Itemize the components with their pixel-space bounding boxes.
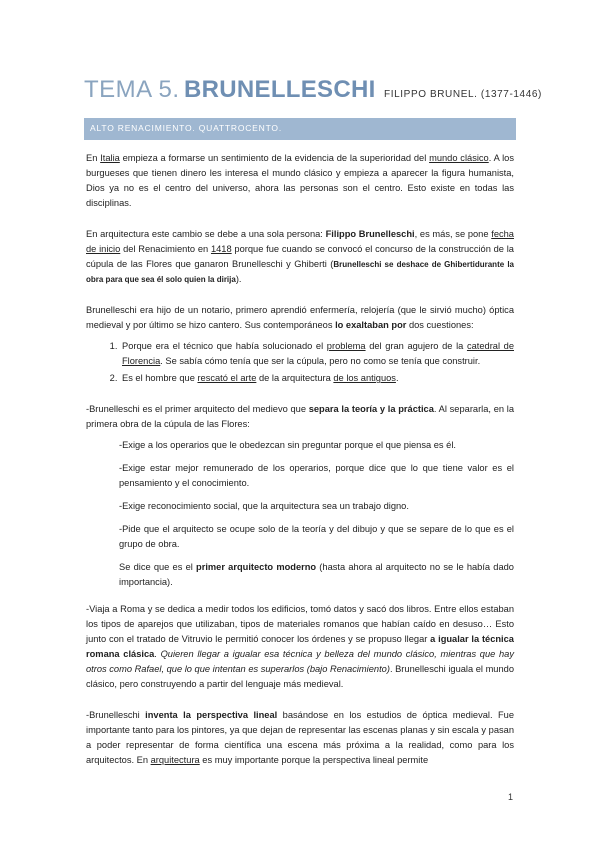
bold-text: primer arquitecto moderno [196,562,317,572]
bold-text: a igualar la técnica romana clásica [86,634,514,659]
text: Es el hombre que [122,373,198,383]
underlined-text: Italia [100,153,120,163]
text: . Se sabía cómo tenía que ser la cúpula, pero no como se tenía que construir. [160,356,481,366]
text: Brunelleschi era hijo de un notario, primero aprendió enfermería, relojería (que le sirvió mucho) óptica medieval y por último se hizo cantero. Sus contemporáneos [86,305,514,330]
list-item [120,371,514,386]
text: , es más, se pone [414,229,492,239]
text: En arquitectura este cambio se debe a una sola persona: [86,229,326,239]
bullet-item: -Exige a los operarios que le obedezcan sin preguntar porque el que piensa es él. [119,440,456,450]
underlined-text: problema [326,341,366,351]
text: . [395,373,399,383]
text: dos cuestiones: [406,320,474,330]
text: . [154,649,161,659]
text: -Brunelleschi [86,710,146,720]
text: . Al separarla, en la primera obra de la cúpula de las Flores: [86,404,515,429]
bullet-item: -Exige estar mejor remunerado de los operarios, porque dice que lo que tiene valor es el pensamiento y el conocimiento. [119,463,514,488]
text: ). [235,274,242,284]
section-banner [84,118,516,140]
text: Se dice que es el [119,562,197,572]
page-title [84,76,542,104]
bullet-item: -Pide que el arquitecto se ocupe solo de la teoría y del dibujo y que se separe de lo que es el grupo de obra. [119,524,514,549]
paragraph-theory-practice [86,402,514,432]
bullet-item: -Exige reconocimiento social, que la arquitectura sea un trabajo digno. [119,501,409,511]
page-number: 1 [508,792,514,802]
text: . A los burgueses que tienen dinero les interesa el mundo clásico y empieza a aparecer la figura humanista, Dios ya no es el centro del universo, ahora las personas son el centro. Esto existe en todas las disciplinas. [86,153,514,208]
underlined-text: de los antiguos [333,373,396,383]
paragraph-intro [86,151,514,211]
underlined-text: catedral de Florencia [122,341,514,366]
underlined-text: mundo clásico [429,153,489,163]
text: del gran agujero de la [365,341,467,351]
text: En [86,153,101,163]
text: -Brunelleschi es el primer arquitecto del medievo que [86,404,309,414]
text: es muy importante porque la perspectiva lineal permite [199,755,429,765]
underlined-text: arquitectura [150,755,200,765]
title-tema: TEMA 5. [84,76,180,103]
text: basándose en los estudios de óptica medieval. Fue importante tanto para los pintores, ya que dejan de representar las escenas planas y sin escala y pasan a poder representar de forma científica una escena más próxima a la realidad, como para los arquitectos. En [86,710,515,765]
text: de la arquitectura [256,373,334,383]
title-subtitle: FILIPPO BRUNEL. (1377-1446) [384,89,542,100]
bold-text: lo exaltaban por [335,320,407,330]
list-item [120,339,514,369]
paragraph-modern-architect [119,560,514,590]
paragraph-biography [86,303,514,333]
bold-small-text: Brunelleschi se deshace de Ghibertidurante la obra para que sea él solo quien la dirija [86,260,514,284]
text: . Brunelleschi iguala el mundo clásico, pero construyendo a partir del lenguaje más medieval. [86,664,514,689]
underlined-text: rescató el arte [197,373,257,383]
bold-text: Filippo Brunelleschi [325,229,415,239]
document-body [86,151,514,784]
italic-text: Quieren llegar a igualar esa técnica y belleza del mundo clásico, mientras que hay otros como Rafael, que lo que intentan es superarlos (bajo Renacimiento) [86,649,514,674]
text: empieza a formarse un sentimiento de la evidencia de la superioridad del [119,153,430,163]
paragraph-rome [86,602,514,692]
text: -Viaja a Roma y se dedica a medir todos los edificios, tomó datos y sacó dos libros. Entre ellos estaban los tipos de aparejos que utilizaban, tipos de materiales romanos que habían caído en desuso… Esto junto con el tratado de Vitruvio le permitió conocer los órdenes y se propuso llegar [86,604,514,644]
paragraph-architecture [86,227,514,287]
text: Porque era el técnico que había solucionado el [122,341,327,351]
text: del Renacimiento en [120,244,211,254]
bold-text: inventa la perspectiva lineal [145,710,278,720]
numbered-list [86,339,514,386]
title-name: BRUNELLESCHI [183,76,376,103]
text: (hasta ahora al arquitecto no se le había dado importancia). [119,562,514,587]
bold-text: separa la teoría y la práctica [308,404,434,414]
underlined-text: fecha de inicio [86,229,514,254]
section-banner-text: ALTO RENACIMIENTO. QUATTROCENTO. [90,123,282,133]
paragraph-perspective [86,708,514,768]
text: porque fue cuando se convocó el concurso de la construcción de la cúpula de las Flores que ganaron Brunelleschi y Ghiberti ( [86,244,514,269]
underlined-text: 1418 [210,244,232,254]
